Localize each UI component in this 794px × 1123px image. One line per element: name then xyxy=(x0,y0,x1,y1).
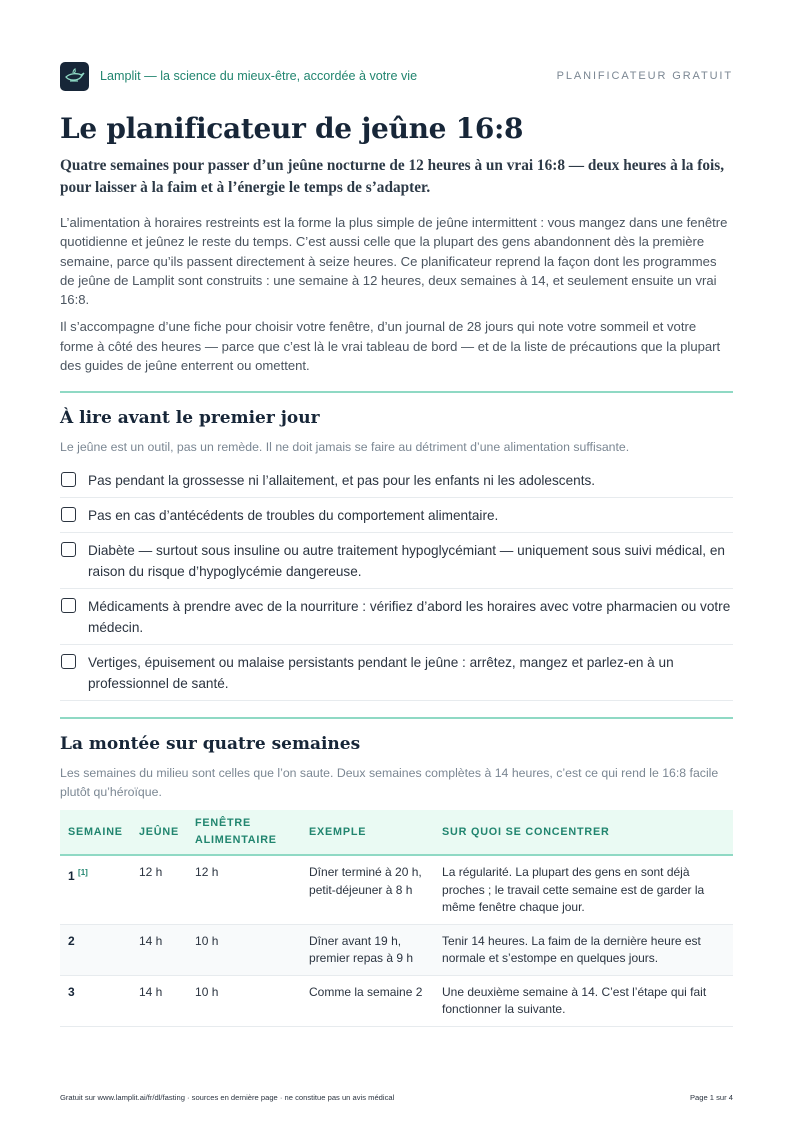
table-row xyxy=(60,924,733,975)
section-divider xyxy=(60,717,733,719)
checklist-item xyxy=(60,463,733,498)
checklist-item-text: Vertiges, épuisement ou malaise persistants pendant le jeûne : arrêtez, mangez et parlez-en à un professionnel de santé. xyxy=(88,655,674,692)
page-number: Page 1 sur 4 xyxy=(689,1093,733,1102)
checklist-item-text: Pas en cas d’antécédents de troubles du comportement alimentaire. xyxy=(88,508,499,524)
checklist-item-text: Pas pendant la grossesse ni l’allaitement, et pas pour les enfants ni les adolescents. xyxy=(88,473,596,489)
checkbox[interactable] xyxy=(61,472,76,487)
checklist-item xyxy=(60,589,733,645)
lamp-icon xyxy=(60,62,89,91)
checklist-item xyxy=(60,645,733,701)
page-title: Le planificateur de jeûne 16:8 xyxy=(60,112,524,145)
section-heading-ramp: La montée sur quatre semaines xyxy=(60,734,361,755)
intro-paragraph: Il s’accompagne d’une fiche pour choisir votre fenêtre, d’un journal de 28 jours qui note votre sommeil et votre forme à côté des heures — parce que c’est là le vrai tableau de bord — et de la liste de précautions que la plupart des guides de jeûne enterrent ou omettent. xyxy=(60,319,721,374)
section-divider xyxy=(60,391,733,393)
checklist-item xyxy=(60,498,733,533)
table-header-row xyxy=(60,810,733,855)
checklist-item xyxy=(60,533,733,589)
table-row xyxy=(60,855,733,924)
focus-cell: Une deuxième semaine à 14. C’est l’étape qui fait fonctionner la suivante. xyxy=(434,975,733,1026)
column-header: SEMAINE xyxy=(60,810,131,855)
window-cell: 10 h xyxy=(187,975,301,1026)
example-cell: Dîner avant 19 h, premier repas à 9 h xyxy=(301,924,434,975)
checkbox[interactable] xyxy=(61,542,76,557)
focus-cell: Tenir 14 heures. La faim de la dernière heure est normale et s’estompe en quelques jours. xyxy=(434,924,733,975)
fast-cell: 14 h xyxy=(131,924,187,975)
table-row xyxy=(60,975,733,1026)
focus-cell: La régularité. La plupart des gens en sont déjà proches ; le travail cette semaine est de garder la même fenêtre chaque jour. xyxy=(434,855,733,924)
page xyxy=(60,60,733,1027)
week-cell: 2 xyxy=(60,924,131,975)
fast-cell: 12 h xyxy=(131,855,187,924)
window-cell: 12 h xyxy=(187,855,301,924)
column-header: EXEMPLE xyxy=(301,810,434,855)
ramp-table xyxy=(60,810,733,1027)
column-header: FENÊTRE ALIMENTAIRE xyxy=(187,810,301,855)
precautions-checklist xyxy=(60,463,733,701)
intro-paragraph: L’alimentation à horaires restreints est la forme la plus simple de jeûne intermittent : vous mangez dans une fenêtre quotidienne et jeûnez le reste du temps. C’est aussi celle que la plupart des gens abandonnent dès la première semaine, parce qu’ils passent directement à seize heures. Ce planificateur reprend la façon dont les programmes de jeûne de Lamplit sont construits : une semaine à 12 heures, deux semaines à 14, et seulement ensuite un vrai 16:8. xyxy=(60,215,728,308)
column-header: JEÛNE xyxy=(131,810,187,855)
week-cell: 3 xyxy=(60,975,131,1026)
header-tag: PLANIFICATEUR GRATUIT xyxy=(556,70,733,82)
week-number: 1 xyxy=(68,869,75,884)
checkbox[interactable] xyxy=(61,654,76,669)
footer-note[interactable]: Gratuit sur www.lamplit.ai/fr/dl/fasting · sources en dernière page · ne constitue pas un avis médical xyxy=(60,1093,395,1102)
section-heading-precautions: À lire avant le premier jour xyxy=(60,408,320,429)
page-header xyxy=(60,60,733,92)
brand-tagline[interactable]: Lamplit — la science du mieux-être, accordée à votre vie xyxy=(100,69,418,83)
page-subtitle: Quatre semaines pour passer d’un jeûne nocturne de 12 heures à un vrai 16:8 — deux heures à la fois, pour laisser à la faim et à l’énergie le temps de s’adapter. xyxy=(60,157,725,196)
checkbox[interactable] xyxy=(61,598,76,613)
column-header: SUR QUOI SE CONCENTRER xyxy=(434,810,733,855)
window-cell: 10 h xyxy=(187,924,301,975)
section-intro: Le jeûne est un outil, pas un remède. Il ne doit jamais se faire au détriment d’une alimentation suffisante. xyxy=(60,440,630,455)
checkbox[interactable] xyxy=(61,507,76,522)
example-cell: Dîner terminé à 20 h, petit-déjeuner à 8 h xyxy=(301,855,434,924)
section-intro: Les semaines du milieu sont celles que l’on saute. Deux semaines complètes à 14 heures, c’est ce qui rend le 16:8 facile plutôt qu’héroïque. xyxy=(60,766,719,800)
footnote-marker[interactable]: [1] xyxy=(78,868,88,878)
week-cell xyxy=(60,855,131,924)
checklist-item-text: Médicaments à prendre avec de la nourriture : vérifiez d’abord les horaires avec votre pharmacien ou votre médecin. xyxy=(88,599,731,636)
example-cell: Comme la semaine 2 xyxy=(301,975,434,1026)
checklist-item-text: Diabète — surtout sous insuline ou autre traitement hypoglycémiant — uniquement sous suivi médical, en raison du risque d’hypoglycémie dangereuse. xyxy=(88,543,725,580)
fast-cell: 14 h xyxy=(131,975,187,1026)
page-footer xyxy=(60,1093,733,1102)
